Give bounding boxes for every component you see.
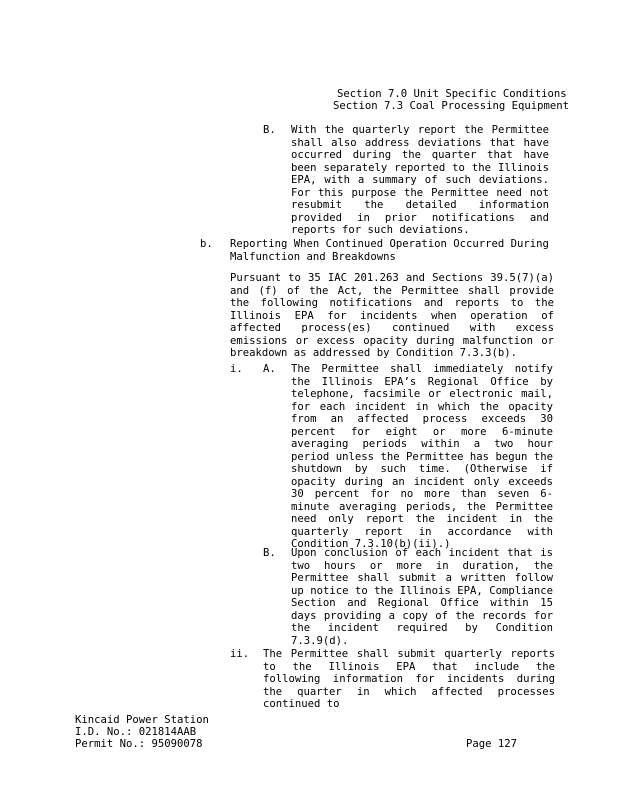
footer-facility: Kincaid Power Station <box>75 714 209 726</box>
section-b-title: Reporting When Continued Operation Occurred During Malfunction and Breakdowns <box>230 238 549 263</box>
page-number: Page 127 <box>466 738 518 750</box>
item-i-label: i. <box>230 363 243 375</box>
footer-id-no: I.D. No.: 021814AAB <box>75 726 197 738</box>
item-b-label: B. <box>263 124 276 136</box>
item-ib-text: Upon conclusion of each incident that is two hours or more in duration, the Permittee shall submit a written follow up notice to the Illinois EPA, Compliance Section and Regional Office within 15 days providing a copy of the records for the incident required by Condition 7.3.9(d). <box>291 547 553 647</box>
item-ii-text: The Permittee shall submit quarterly reports to the Illinois EPA that include the following information for incidents during the quarter in which affected processes continued to <box>263 648 555 710</box>
item-ii-label: ii. <box>230 648 250 660</box>
section-b-label: b. <box>200 238 213 250</box>
item-b-text: With the quarterly report the Permittee shall also address deviations that have occurred during the quarter that have been separately reported to the Illinois EPA, with a summary of such deviations. For this purpose the Permittee need not resubmit the detailed information provided in prior notifications and reports for such deviations. <box>291 124 549 236</box>
section-heading: Section 7.0 Unit Specific Conditions <box>337 88 567 100</box>
pursuant-paragraph: Pursuant to 35 IAC 201.263 and Sections 39.5(7)(a) and (f) of the Act, the Permittee shall provide the following notifications and reports to the Illinois EPA for incidents when operation of affected process(es) continued with excess emissions or excess opacity during malfunction or breakdown as addressed by Condition 7.3.3(b). <box>230 272 554 359</box>
item-ia-text: The Permittee shall immediately notify the Illinois EPA’s Regional Office by telephone, facsimile or electronic mail, for each incident in which the opacity from an affected process exceeds 30 percent for eight or more 6-minute averaging periods within a two hour period unless the Permittee has begun the shutdown by such time. (Otherwise if opacity during an incident only exceeds 30 percent for no more than seven 6-minute averaging periods, the Permittee need only report the incident in the quarterly report in accordance with Condition 7.3.10(b)(ii).) <box>291 363 553 550</box>
item-ia-label: A. <box>263 363 276 375</box>
item-ib-label: B. <box>263 547 276 559</box>
subsection-heading: Section 7.3 Coal Processing Equipment <box>333 100 569 112</box>
footer-permit-no: Permit No.: 95090078 <box>75 738 203 750</box>
